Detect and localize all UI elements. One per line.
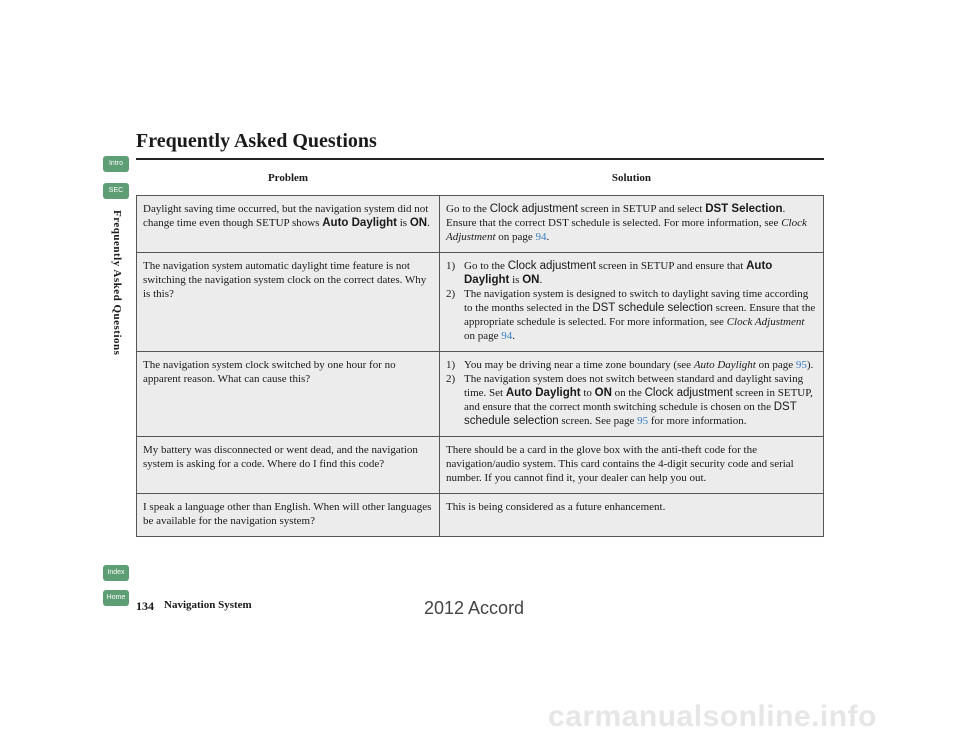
problem-text: .	[427, 217, 430, 229]
page-link[interactable]: 95	[795, 359, 807, 371]
step-text	[464, 372, 817, 428]
solution-text: is	[509, 274, 523, 286]
ui-term: Auto Daylight	[322, 217, 397, 229]
ui-term: DST schedule selection	[464, 401, 797, 427]
solution-text: to	[580, 387, 595, 399]
cross-reference: Clock Adjustment	[726, 316, 805, 328]
solution-step	[446, 358, 817, 372]
solution-text: . Ensure that the correct DST schedule is selected. For more information, see	[446, 203, 786, 229]
ui-term: Auto Daylight	[464, 260, 773, 286]
step-number: 1)	[446, 260, 456, 272]
section-name: Navigation System	[164, 599, 252, 611]
ui-term: DST schedule selection	[592, 302, 713, 314]
solution-cell	[440, 352, 824, 437]
solution-text: on page	[495, 231, 536, 243]
solution-text: The navigation system does not switch between standard and daylight saving time. Set	[464, 373, 804, 399]
table-row	[137, 437, 824, 494]
problem-cell: The navigation system clock switched by one hour for no apparent reason. What can cause this?	[137, 352, 440, 437]
ui-term: Auto Daylight	[505, 387, 581, 399]
solution-text: on the	[611, 387, 645, 399]
table-row	[137, 494, 824, 537]
page-link[interactable]: 94	[501, 330, 513, 342]
table-row	[137, 352, 824, 437]
solution-step	[446, 259, 817, 287]
solution-text: .	[546, 231, 550, 243]
solution-text: screen in SETUP and ensure that	[595, 260, 747, 272]
page-link[interactable]: 95	[637, 415, 649, 427]
ui-term: ON	[409, 217, 428, 229]
solution-text: screen in SETUP, and ensure that the correct month switching schedule is chosen on the	[464, 387, 813, 413]
title-divider	[136, 158, 824, 160]
solution-text: You may be driving near a time zone boundary (see	[464, 359, 694, 371]
home-tab[interactable]: Home	[103, 590, 129, 606]
problem-cell: The navigation system automatic daylight time feature is not switching the navigation system clock on the correct dates. Why is this?	[137, 253, 440, 352]
model-watermark: 2012 Accord	[424, 598, 525, 618]
ui-term: ON	[594, 387, 612, 399]
table-header-row	[137, 164, 824, 196]
problem-cell: I speak a language other than English. When will other languages be available for the navigation system?	[137, 494, 440, 537]
solution-text: Go to the	[464, 260, 508, 272]
step-text	[464, 358, 817, 372]
step-number: 1)	[446, 359, 456, 371]
solution-step	[446, 287, 817, 343]
solution-text: screen. Ensure that the appropriate schedule is selected. For more information, see	[464, 302, 816, 328]
problem-text: is	[396, 217, 410, 229]
solution-cell	[440, 196, 824, 253]
page-number: 134	[136, 599, 154, 613]
problem-text: Daylight saving time occurred, but the navigation system did not change time even though SETUP shows	[143, 203, 429, 229]
solution-text: The navigation system is designed to switch to daylight saving time according to the months selected in the	[464, 288, 809, 314]
step-number: 2)	[446, 288, 456, 300]
index-tab[interactable]: Index	[103, 565, 129, 581]
page-title: Frequently Asked Questions	[136, 130, 377, 152]
ui-term: Clock adjustment	[489, 203, 578, 215]
ui-term: Clock adjustment	[507, 260, 596, 272]
solution-text: on page	[755, 359, 796, 371]
solution-cell: There should be a card in the glove box with the anti-theft code for the navigation/audio system. This card contains the 4-digit security code and serial number. If you cannot find it, your dealer can help you out.	[440, 437, 824, 494]
page-link[interactable]: 94	[535, 231, 547, 243]
solution-cell: This is being considered as a future enhancement.	[440, 494, 824, 537]
solution-column-header: Solution	[440, 164, 824, 196]
solution-step	[446, 372, 817, 428]
step-text	[464, 259, 817, 287]
problem-column-header: Problem	[137, 164, 440, 196]
solution-text: .	[539, 274, 543, 286]
intro-tab[interactable]: Intro	[103, 156, 129, 172]
table-row	[137, 253, 824, 352]
contents-tab[interactable]: SEC	[103, 183, 129, 199]
site-watermark: carmanualsonline.info	[548, 700, 877, 733]
solution-text: screen in SETUP and select	[577, 203, 706, 215]
solution-cell	[440, 253, 824, 352]
problem-cell	[137, 196, 440, 253]
problem-cell: My battery was disconnected or went dead, and the navigation system is asking for a code. Where do I find this code?	[137, 437, 440, 494]
solution-text: for more information.	[648, 415, 747, 427]
ui-term: DST Selection	[705, 203, 783, 215]
solution-text: screen. See page	[558, 415, 638, 427]
solution-text: ).	[806, 359, 814, 371]
solution-text: on page	[464, 330, 502, 342]
step-number: 2)	[446, 373, 456, 385]
solution-text: .	[512, 330, 516, 342]
cross-reference: Clock Adjustment	[446, 217, 807, 243]
solution-text: Go to the	[446, 203, 490, 215]
ui-term: Clock adjustment	[644, 387, 733, 399]
cross-reference: Auto Daylight	[693, 359, 756, 371]
ui-term: ON	[522, 274, 540, 286]
section-side-label: Frequently Asked Questions	[111, 210, 123, 356]
table-row	[137, 196, 824, 253]
step-text	[464, 287, 817, 343]
faq-table	[136, 164, 824, 537]
